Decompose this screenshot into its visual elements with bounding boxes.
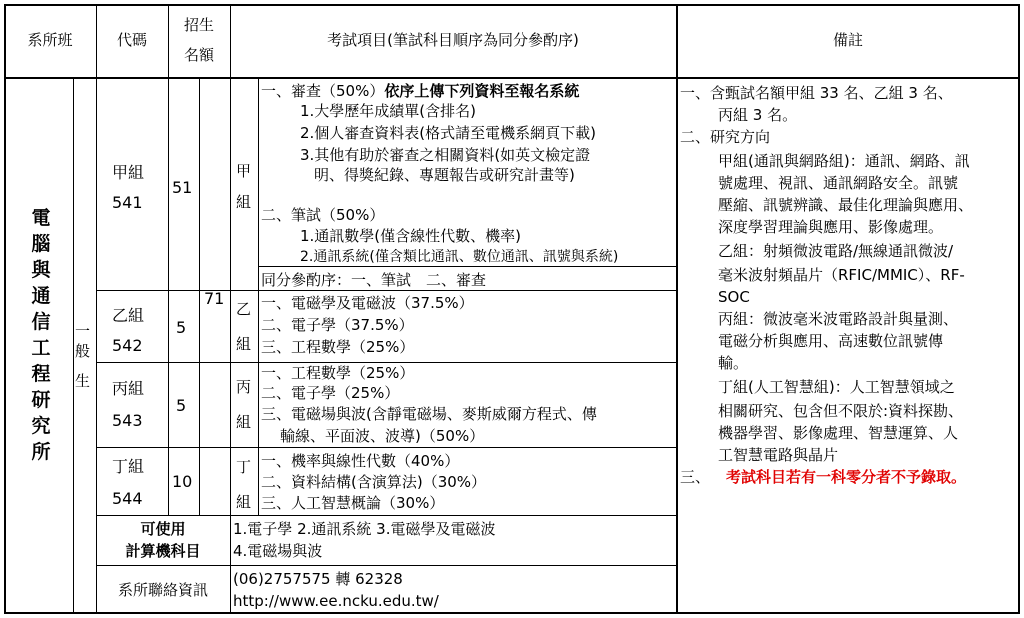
remark-3 (680, 466, 966, 488)
remark-1b: 丙組 3 名。 (718, 106, 798, 124)
contact-label: 系所聯絡資訊 (117, 581, 208, 599)
side-jia-2: 組 (236, 193, 252, 211)
remark-2-line-5: 乙組：射頻微波電路/無線通訊微波/ (718, 242, 954, 260)
row-line-contact (96, 565, 677, 566)
side-yi-2: 組 (236, 335, 252, 353)
remark-2-line-9: 電磁分析與應用、高速數位訊號傳 (718, 332, 944, 350)
col-line-code (168, 4, 169, 515)
tiebreak-line (258, 266, 677, 267)
remark-2-line-2: 號處理、視訊、通訊網路安全。訊號 (718, 174, 959, 192)
group-bing-code: 543 (112, 411, 143, 430)
remark-3-prefix: 三、 (680, 468, 711, 486)
calc-line-1: 1.電子學 2.通訊系統 3.電磁學及電磁波 (233, 520, 496, 538)
exam-line-bing (230, 362, 677, 363)
remark-2-line-13: 機器學習、影像處理、智慧運算、人 (718, 424, 959, 442)
row-line-calc (96, 515, 677, 516)
calc-label-2: 計算機科目 (125, 542, 201, 560)
group-yi-quota: 5 (176, 318, 187, 337)
exam-ding-item-3: 三、人工智慧概論（30%） (261, 494, 445, 512)
remark-2-line-1: 甲組(通訊與網路組)：通訊、網路、訊 (718, 152, 970, 170)
exam-line-yi (230, 290, 677, 291)
side-yi-1: 乙 (236, 300, 252, 318)
header-quota-line2: 名額 (183, 46, 214, 64)
header-quota-line1: 招生 (183, 16, 214, 34)
contact-url[interactable]: http://www.ee.ncku.edu.tw/ (233, 592, 439, 610)
exam-jia-review-bold: 依序上傳下列資料至報名系統 (384, 82, 580, 100)
col-line-remarks (676, 4, 678, 614)
general-label-1: 一 (75, 322, 91, 340)
side-bing-2: 組 (236, 413, 252, 431)
group-bing-name: 丙組 (112, 379, 145, 398)
remark-2-line-14: 工智慧電路與晶片 (718, 446, 839, 464)
header-code: 代碼 (116, 31, 147, 49)
group-ding-code: 544 (112, 489, 143, 508)
exam-bing-item-3: 三、電磁場與波(含靜電磁場、麥斯威爾方程式、傳 (261, 405, 597, 423)
remark-2-line-8: 丙組：微波毫米波電路設計與量測、 (718, 310, 959, 328)
header-dept: 系所班 (27, 31, 73, 49)
col-line-quota-sub (199, 77, 200, 515)
group-bing-quota: 5 (176, 396, 187, 415)
exam-jia-review-item-2: 2.個人審查資料表(格式請至電機系網頁下載) (300, 124, 597, 142)
col-line-side (258, 77, 259, 515)
remark-1a: 一、含甄試名額甲組 33 名、乙組 3 名、 (680, 84, 953, 102)
exam-jia-review-prefix: 一、審查（50%） (261, 82, 385, 100)
row-line-yi-bing (96, 362, 230, 363)
exam-ding-item-1: 一、機率與線性代數（40%） (261, 452, 460, 470)
exam-yi-item-2: 二、電子學（37.5%） (261, 316, 414, 334)
row-line-bing-ding (96, 447, 230, 448)
remark-2-line-6: 毫米波射頻晶片（RFIC/MMIC）、RF- (718, 266, 965, 284)
group-yi-code: 542 (112, 336, 143, 355)
calc-label-1: 可使用 (140, 520, 186, 538)
group-jia-quota: 51 (172, 178, 193, 197)
exam-yi-item-1: 一、電磁學及電磁波（37.5%） (261, 294, 474, 312)
group-yi-name: 乙組 (112, 306, 145, 325)
side-jia-1: 甲 (236, 162, 252, 180)
group-jia-name: 甲組 (112, 163, 145, 182)
side-ding-1: 丁 (236, 458, 252, 476)
remark-2-line-11: 丁組(人工智慧組)：人工智慧領域之 (718, 378, 955, 396)
contact-phone: (06)2757575 轉 62328 (233, 570, 403, 588)
exam-line-ding (230, 447, 677, 448)
side-bing-1: 丙 (236, 378, 252, 396)
header-remarks: 備註 (832, 31, 863, 49)
remark-2-line-3: 壓縮、訊號辨識、最佳化理論與應用、 (718, 196, 974, 214)
exam-jia-written-item-1: 1.通訊數學(僅含線性代數、機率) (300, 227, 522, 245)
exam-bing-item-2: 二、電子學（25%） (261, 384, 400, 402)
remark-2-line-12: 相關研究、包含但不限於:資料探勘、 (718, 402, 964, 420)
exam-jia-written-title: 二、筆試（50%） (261, 206, 385, 224)
exam-jia-review-item-3: 3.其他有助於審查之相關資料(如英文檢定證 (300, 146, 591, 164)
general-label-2: 般 (75, 342, 91, 360)
exam-bing-item-3b: 輸線、平面波、波導)（50%） (280, 427, 485, 445)
remark-3-text: 考試科目若有一科零分者不予錄取。 (726, 468, 967, 486)
remark-2-line-4: 深度學習理論與應用、影像處理。 (718, 218, 944, 236)
remark-2-title: 二、研究方向 (680, 128, 771, 146)
exam-yi-item-3: 三、工程數學（25%） (261, 338, 415, 356)
col-line-quota (230, 4, 231, 614)
exam-bing-item-1: 一、工程數學（25%） (261, 364, 415, 382)
exam-jia-tiebreak: 同分參酌序：一、筆試 二、審查 (261, 271, 487, 289)
exam-jia-review-item-3b: 明、得獎紀錄、專題報告或研究計畫等) (314, 166, 575, 184)
header-bottom-line (4, 77, 1020, 79)
remark-2-line-10: 輸。 (718, 354, 749, 372)
total-quota: 71 (204, 289, 225, 308)
group-jia-code: 541 (112, 193, 143, 212)
group-ding-quota: 10 (172, 472, 193, 491)
side-ding-2: 組 (236, 493, 252, 511)
exam-jia-written-item-2: 2.通訊系統(僅含類比通訊、數位通訊、訊號與系統) (300, 249, 619, 265)
exam-jia-review (261, 82, 579, 100)
exam-ding-item-2: 二、資料結構(含演算法)（30%） (261, 473, 487, 491)
general-label-3: 生 (75, 372, 91, 390)
dept-name: 電腦與通信工程研究所 (31, 207, 51, 463)
remark-2-line-7: SOC (718, 288, 750, 306)
exam-jia-review-item-1: 1.大學歷年成績單(含排名) (300, 102, 477, 120)
calc-line-2: 4.電磁場與波 (233, 542, 323, 560)
group-ding-name: 丁組 (112, 457, 145, 476)
header-exam: 考試項目(筆試科目順序為同分參酌序) (327, 31, 579, 49)
col-line-name (73, 77, 74, 614)
